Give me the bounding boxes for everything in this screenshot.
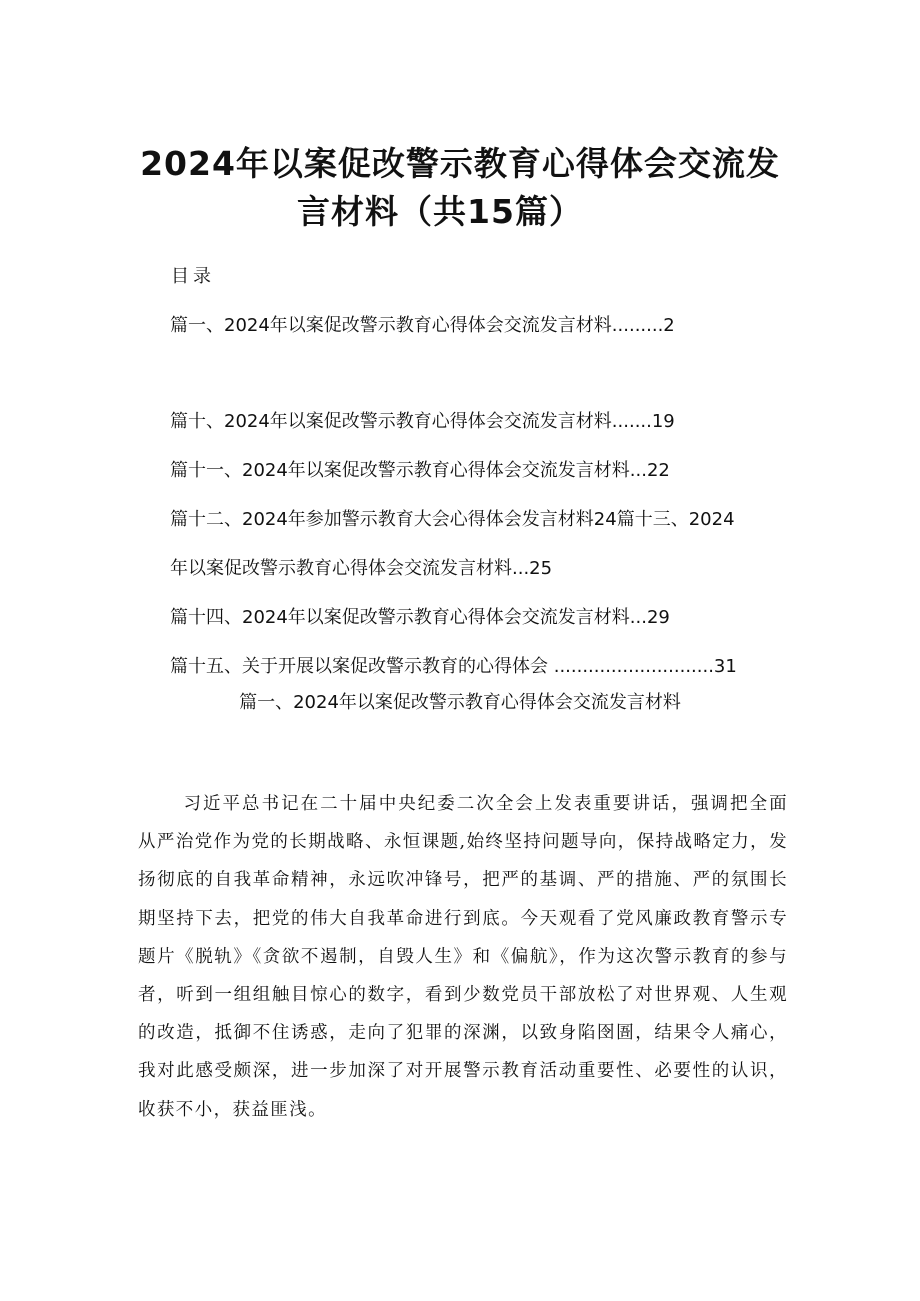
section-heading: 篇一、2024年以案促改警示教育心得体会交流发言材料 [239, 692, 681, 713]
toc-entry-1[interactable]: 篇一、2024年以案促改警示教育心得体会交流发言材料.........2 [170, 315, 675, 336]
toc-entry-15[interactable]: 篇十五、关于开展以案促改警示教育的心得体会 ............................31 [170, 656, 737, 677]
toc-entry-14[interactable]: 篇十四、2024年以案促改警示教育心得体会交流发言材料...29 [170, 607, 670, 628]
toc-entry-10[interactable]: 篇十、2024年以案促改警示教育心得体会交流发言材料.......19 [170, 411, 675, 432]
toc-entry-12-13[interactable]: 篇十二、2024年参加警示教育大会心得体会发言材料24篇十三、2024 [170, 509, 735, 530]
toc-entry-11[interactable]: 篇十一、2024年以案促改警示教育心得体会交流发言材料...22 [170, 460, 670, 481]
document-title-line-1: 2024年以案促改警示教育心得体会交流发 [140, 144, 780, 183]
body-paragraph: 习近平总书记在二十届中央纪委二次全会上发表重要讲话，强调把全面从严治党作为党的长期战略、永恒课题,始终坚持问题导向，保持战略定力，发扬彻底的自我革命精神，永远吹冲锋号，把严的基调、严的措施、严的氛围长期坚持下去，把党的伟大自我革命进行到底。今天观看了党风廉政教育警示专题片《脱轨》《贪欲不遏制，自毁人生》和《偏航》，作为这次警示教育的参与者，听到一组组触目惊心的数字，看到少数党员干部放松了对世界观、人生观的改造，抵御不住诱惑，走向了犯罪的深渊，以致身陷囹圄，结果令人痛心，我对此感受颇深，进一步加深了对开展警示教育活动重要性、必要性的认识，收获不小，获益匪浅。 [138, 794, 788, 1120]
toc-entry-13-continued[interactable]: 年以案促改警示教育心得体会交流发言材料...25 [170, 558, 553, 579]
toc-label: 目录 [171, 266, 215, 287]
document-title-line-2: 言材料（共15篇） [297, 192, 583, 231]
